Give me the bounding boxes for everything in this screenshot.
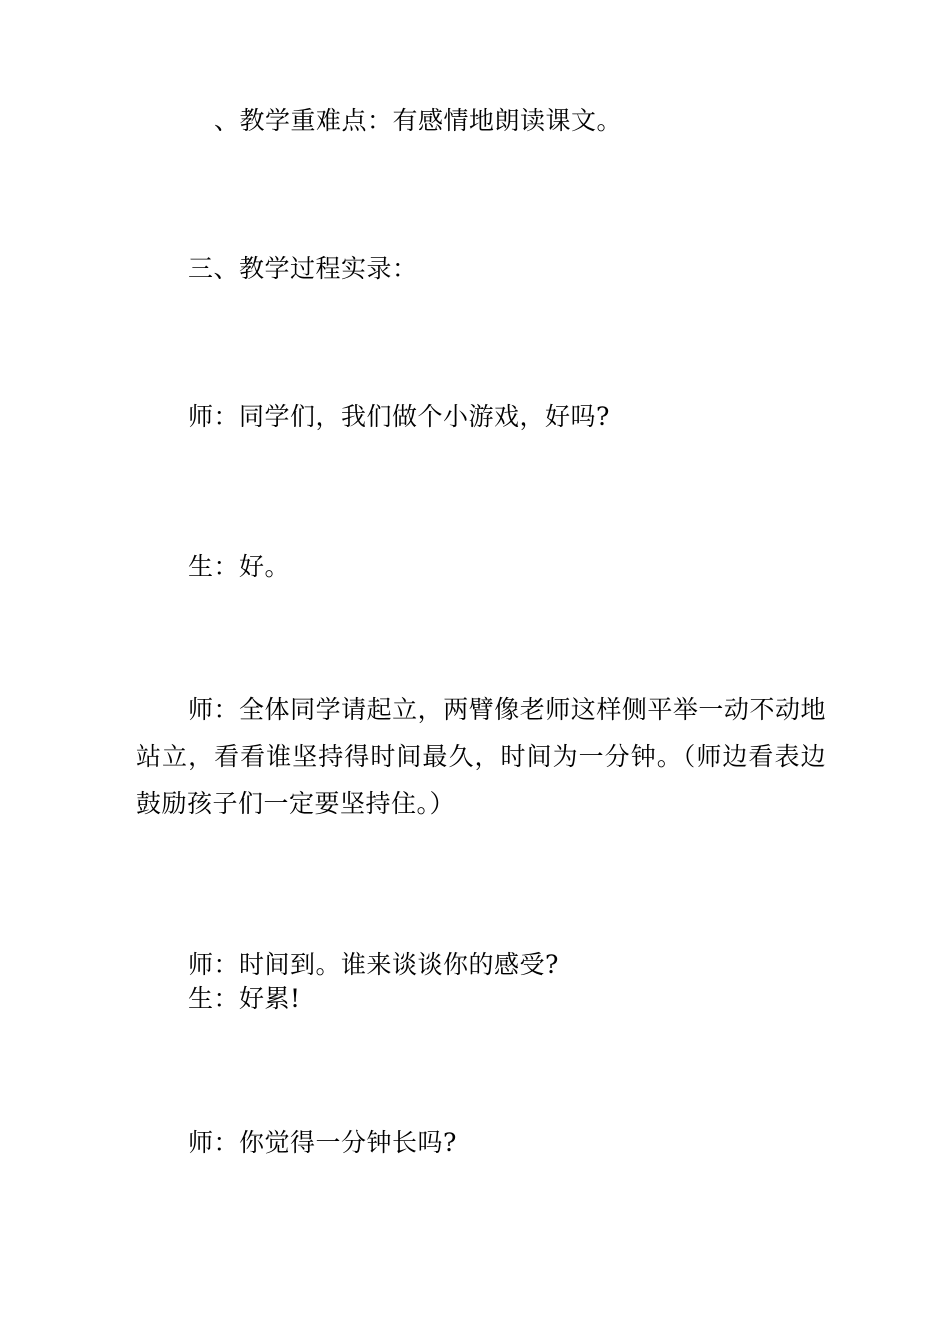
section-three-heading: 三、教学过程实录： [188, 254, 418, 283]
student-ok-line: 生：好。 [188, 552, 291, 581]
teacher-game-line: 师：同学们，我们做个小游戏，好吗? [188, 402, 610, 431]
teacher-time-up-line: 师：时间到。谁来谈谈你的感受? [188, 950, 559, 979]
teacher-stand-paragraph: 师：全体同学请起立，两臂像老师这样侧平举一动不动地站立，看看谁坚持得时间最久，时间为一分钟。（师边看表边鼓励孩子们一定要坚持住。） [136, 695, 826, 818]
key-points-line: 、教学重难点：有感情地朗读课文。 [214, 106, 623, 135]
teacher-long-line: 师：你觉得一分钟长吗? [188, 1128, 457, 1157]
student-tired-line: 生：好累! [188, 984, 301, 1013]
